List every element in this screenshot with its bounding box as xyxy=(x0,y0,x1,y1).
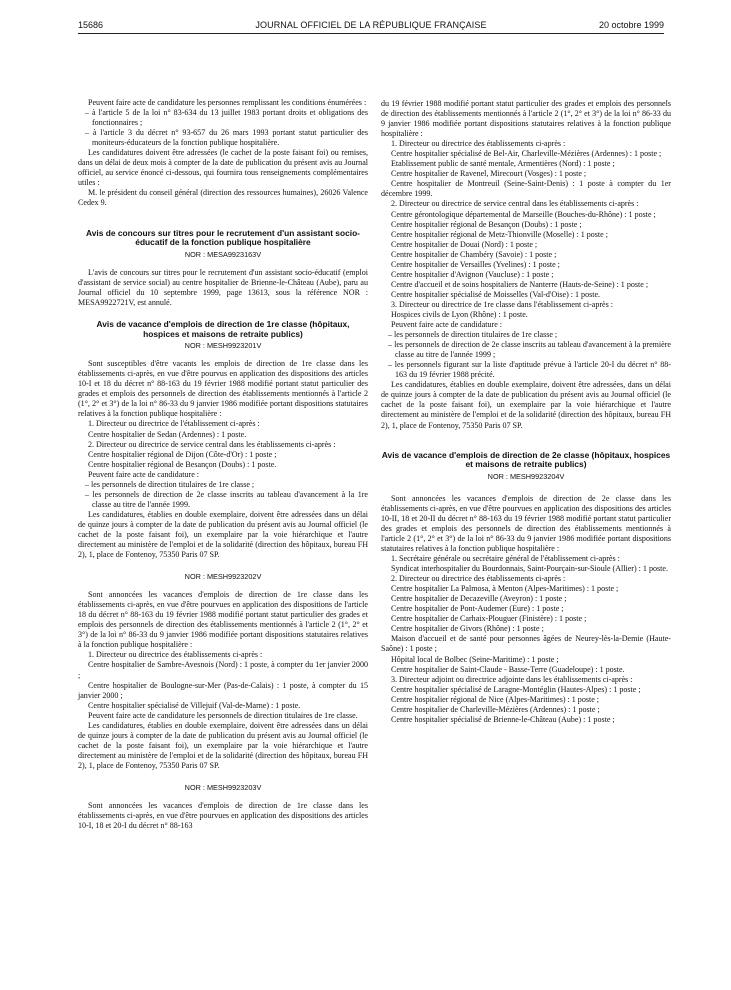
paragraph: 3. Directeur ou directrice de 1re classe dans l'établissement ci-après : xyxy=(391,299,613,309)
paragraph: M. le président du conseil général (direction des ressources humaines), 26026 Valence Cedex 9. xyxy=(78,188,368,208)
nor-reference: NOR : MESH9923203V xyxy=(184,783,262,792)
paragraph: Les candidatures doivent être adressées (le cachet de la poste faisant foi) ou remises, dans un délai de deux mois à compter de la date de publication du présent avis au Journal officiel, au service énoncé ci-dessous, qui fournira tous renseignements complémentaires utiles : xyxy=(78,148,368,188)
paragraph: Les candidatures, établies en double exemplaire, doivent être adressées dans un délai de quinze jours à compter de la date de publication du présent avis au Journal officiel (le cachet de la poste faisant foi), un exemplaire par la voie hiérarchique et l'autre directement au ministère de l'emploi et de la solidarité (direction des hôpitaux, bureau FH 2), 1, place de Fontenoy, 75350 Paris 07 SP. xyxy=(78,509,368,560)
paragraph: Centre hospitalier de Pont-Audemer (Eure) : 1 poste ; xyxy=(391,604,564,614)
paragraph: Centre hospitalier régional de Besançon (Doubs) : 1 poste. xyxy=(88,459,277,469)
paragraph: Centre hospitalier de Montreuil (Seine-Saint-Denis) : 1 poste à compter du 1er décembre 1999. xyxy=(381,179,671,199)
paragraph: Centre hospitalier spécialisé de Villejuif (Val-de-Marne) : 1 poste. xyxy=(88,700,301,710)
paragraph: 1. Directeur ou directrice des établissements ci-après : xyxy=(391,139,566,149)
paragraph: Centre hospitalier régional de Besançon (Doubs) : 1 poste ; xyxy=(391,219,582,229)
paragraph: Etablissement public de santé mentale, Armentières (Nord) : 1 poste ; xyxy=(391,159,615,169)
journal-title: JOURNAL OFFICIEL DE LA RÉPUBLIQUE FRANÇAISE xyxy=(255,20,487,30)
paragraph: L'avis de concours sur titres pour le recrutement d'un assistant socio-éducatif (emploi d'assistant de service social) au centre hospitalier de Brienne-le-Château (Aube), paru au Journal officiel du 10 septembre 1999, page 13613, sous la référence NOR : MESA9922721V, est annulé. xyxy=(78,267,368,307)
left-column xyxy=(78,98,368,831)
paragraph: Centre hospitalier spécialisé de Laragne-Montéglin (Hautes-Alpes) : 1 poste ; xyxy=(391,684,641,694)
paragraph: Centre hospitalier de Saint-Claude - Basse-Terre (Guadeloupe) : 1 poste. xyxy=(391,664,625,674)
paragraph: Peuvent faire acte de candidature les personnels de direction titulaires de 1re classe. xyxy=(88,710,358,720)
paragraph: 1. Directeur ou directrice des établissements ci-après : xyxy=(88,650,263,660)
issue-date: 20 octobre 1999 xyxy=(598,20,664,30)
paragraph: Maison d'accueil et de santé pour personnes âgées de Neurey-lès-la-Demie (Haute-Saône) : 1 poste ; xyxy=(381,634,671,654)
paragraph: Sont annoncées les vacances d'emplois de direction de 1re classe dans les établissements ci-après, en vue d'être pourvues en application des dispositions des articles 10-I, 18 et 20-I du décret n° 88-163 xyxy=(78,801,368,831)
paragraph: du 19 février 1988 modifié portant statut particulier des grades et emplois des personnels de direction des établissements mentionnés à l'article 2 (1°, 2° et 3°) de la loi n° 86-33 du 9 janvier 1986 modifiée portant dispositions statutaires relatives à la fonction publique hospitalière : xyxy=(381,99,671,139)
paragraph: 1. Secrétaire générale ou secrétaire général de l'établissement ci-après : xyxy=(391,554,620,564)
paragraph: Centre hospitalier de Boulogne-sur-Mer (Pas-de-Calais) : 1 poste, à compter du 15 janvier 2000 ; xyxy=(78,680,368,700)
paragraph: Peuvent faire acte de candidature : xyxy=(88,469,200,479)
paragraph: 2. Directeur ou directrice de service central dans les établissements ci-après : xyxy=(88,439,336,449)
paragraph: Centre hospitalier de Douai (Nord) : 1 poste ; xyxy=(391,239,538,249)
nor-reference: NOR : MESH9923201V xyxy=(184,341,262,351)
paragraph: Centre hospitalier de Carhaix-Plouguer (Finistère) : 1 poste ; xyxy=(391,614,587,624)
paragraph: Les candidatures, établies en double exemplaire, doivent être adressées dans un délai de quinze jours à compter de la date de publication du présent avis au Journal officiel (le cachet de la poste faisant foi), un exemplaire par la voie hiérarchique et l'autre directement au ministère de l'emploi et de la solidarité (direction des hôpitaux, bureau FH 2), 1, place de Fontenoy, 75350 Paris 07 SP. xyxy=(78,720,368,770)
paragraph: – à l'article 3 du décret n° 93-657 du 26 mars 1993 portant statut particulier des moniteurs-éducateurs de la fonction publique hospitalière. xyxy=(85,128,368,148)
paragraph: Centre hospitalier régional de Metz-Thionville (Moselle) : 1 poste ; xyxy=(391,229,608,239)
paragraph: Centre hospitalier régional de Nice (Alpes-Maritimes) : 1 poste ; xyxy=(391,694,600,704)
nor-reference: NOR : MESH9923204V xyxy=(487,471,565,481)
paragraph: 2. Directeur ou directrice des établissements ci-après : xyxy=(391,574,566,584)
paragraph: Les candidatures, établies en double exemplaire, doivent être adressées, dans un délai de quinze jours à compter de la date de publication du présent avis au Journal officiel (le cachet de la poste faisant foi), un exemplaire par la voie hiérarchique et l'autre directement au ministère de l'emploi et de la solidarité (direction des hôpitaux, bureau FH 2), 1, place de Fontenoy, 75350 Paris 07 SP. xyxy=(381,380,671,430)
page-header xyxy=(78,16,664,32)
section-title: Avis de vacance d'emplois de direction de 2e classe (hôpitaux, hospices et maisons de retraite publics) xyxy=(381,449,671,470)
paragraph: Centre hospitalier spécialisé de Brienne-le-Château (Aube) : 1 poste ; xyxy=(391,714,615,724)
paragraph: – les personnels de direction de 2e classe inscrits au tableau d'avancement à la première classe au titre de l'année 1999 ; xyxy=(388,340,671,360)
section-title: Avis de vacance d'emplois de direction de 1re classe (hôpitaux, hospices et maisons de retraite publics) xyxy=(96,318,350,339)
header-rule xyxy=(78,33,664,34)
paragraph: Centre hospitalier de Chambéry (Savoie) : 1 poste ; xyxy=(391,249,557,259)
paragraph: Centre hospitalier spécialisé de Bel-Air, Charleville-Mézières (Ardennes) : 1 poste ; xyxy=(391,149,662,159)
paragraph: Centre hospitalier de Sambre-Avesnois (Nord) : 1 poste, à compter du 1er janvier 2000 ; xyxy=(78,660,368,680)
section-title: Avis de concours sur titres pour le recrutement d'un assistant socio-éducatif de la fonction publique hospitalière xyxy=(86,227,360,248)
paragraph: 2. Directeur ou directrice de service central dans les établissements ci-après : xyxy=(391,199,639,209)
right-column xyxy=(381,99,671,725)
paragraph: Sont annoncées les vacances d'emplois de direction de 1re classe dans les établissements ci-après, en vue d'être pourvues en application des dispositions de l'article 18 du décret n° 88-163 du 19 février 1988 modifié portant statut particulier des grades et emplois des personnels de direction des établissements mentionnés à l'article 2 (1°, 2° et 3°) de la loi n° 86-33 du 9 janvier 1986 modifiée portant dispositions statutaires relatives à la fonction publique hospitalière : xyxy=(78,590,368,650)
paragraph: Syndicat interhospitalier du Bourdonnais, Saint-Pourçain-sur-Sioule (Allier) : 1 poste. xyxy=(391,564,668,574)
paragraph: Centre hospitalier de Decazeville (Aveyron) : 1 poste ; xyxy=(391,594,567,604)
paragraph: Centre hospitalier de Ravenel, Mirecourt (Vosges) : 1 poste ; xyxy=(391,169,587,179)
paragraph: Centre hospitalier de Givors (Rhône) : 1 poste ; xyxy=(391,624,544,634)
paragraph: Centre gérontologique départemental de Marseille (Bouches-du-Rhône) : 1 poste ; xyxy=(391,209,656,219)
paragraph: Centre hospitalier spécialisé de Moisselles (Val-d'Oise) : 1 poste. xyxy=(391,289,601,299)
paragraph: Peuvent faire acte de candidature : xyxy=(391,320,503,330)
nor-reference: NOR : MESH9923202V xyxy=(184,572,262,582)
paragraph: Hospices civils de Lyon (Rhône) : 1 poste. xyxy=(391,309,528,319)
paragraph: Peuvent faire acte de candidature les personnes remplissant les conditions énumérées : xyxy=(88,98,367,107)
paragraph: Centre hospitalier d'Avignon (Vaucluse) : 1 poste ; xyxy=(391,269,554,279)
paragraph: Centre hospitalier de Charleville-Mézières (Ardennes) : 1 poste ; xyxy=(391,704,600,714)
paragraph: Centre hospitalier régional de Dijon (Côte-d'Or) : 1 poste ; xyxy=(88,449,277,459)
paragraph: 1. Directeur ou directrice de l'établissement ci-après : xyxy=(88,419,260,429)
paragraph: – les personnels de direction titulaires de 1re classe ; xyxy=(388,330,558,340)
paragraph: Centre hospitalier de Versailles (Yvelines) : 1 poste ; xyxy=(391,259,560,269)
paragraph: Sont susceptibles d'être vacants les emplois de direction de 1re classe dans les établissements ci-après, en vue d'être pourvus en application des dispositions des articles 10-I et 18 du décret n° 88-163 du 19 février 1988 modifié portant statut particulier des grades et emplois des personnels de direction des établissements mentionnés à l'article 2 (1°, 2° et 3°) de la loi n° 86-33 du 9 janvier 1986 modifiée portant dispositions statutaires relatives à la fonction publique hospitalière : xyxy=(78,359,368,419)
paragraph: – les personnels de direction titulaires de 1re classe ; xyxy=(85,479,255,489)
paragraph: Centre hospitalier La Palmosa, à Menton (Alpes-Maritimes) : 1 poste ; xyxy=(391,584,619,594)
paragraph: Sont annoncées les vacances d'emplois de direction de 2e classe dans les établissements ci-après, en vue d'être pourvues en application des dispositions des articles 10-II, 18 et 20-II du décret n° 88-163 du 19 février 1988 modifié portant statut particulier des grades et emplois des personnels de direction des établissements mentionnés à l'article 2 (1°, 2° et 3°) de la loi n° 86-33 du 9 janvier 1986 modifiée portant dispositions statutaires relatives à la fonction publique hospitalière : xyxy=(381,493,671,554)
paragraph: – à l'article 5 de la loi n° 83-634 du 13 juillet 1983 portant droits et obligations des fonctionnaires ; xyxy=(85,108,368,128)
paragraph: 3. Directeur adjoint ou directrice adjointe dans les établissements ci-après : xyxy=(391,674,633,684)
paragraph: – les personnels de direction de 2e classe inscrits au tableau d'avancement à la 1re classe au titre de l'année 1999. xyxy=(85,489,368,509)
nor-reference: NOR : MESA9923163V xyxy=(184,249,262,259)
paragraph: – les personnels figurant sur la liste d'aptitude prévue à l'article 20-I du décret n° 88-163 du 19 février 1988 précité. xyxy=(388,360,671,380)
paragraph: Hôpital local de Bolbec (Seine-Maritime) : 1 poste ; xyxy=(391,654,559,664)
page-number: 15686 xyxy=(78,20,104,30)
paragraph: Centre d'accueil et de soins hospitaliers de Nanterre (Hauts-de-Seine) : 1 poste ; xyxy=(391,279,649,289)
paragraph: Centre hospitalier de Sedan (Ardennes) : 1 poste. xyxy=(88,429,247,439)
